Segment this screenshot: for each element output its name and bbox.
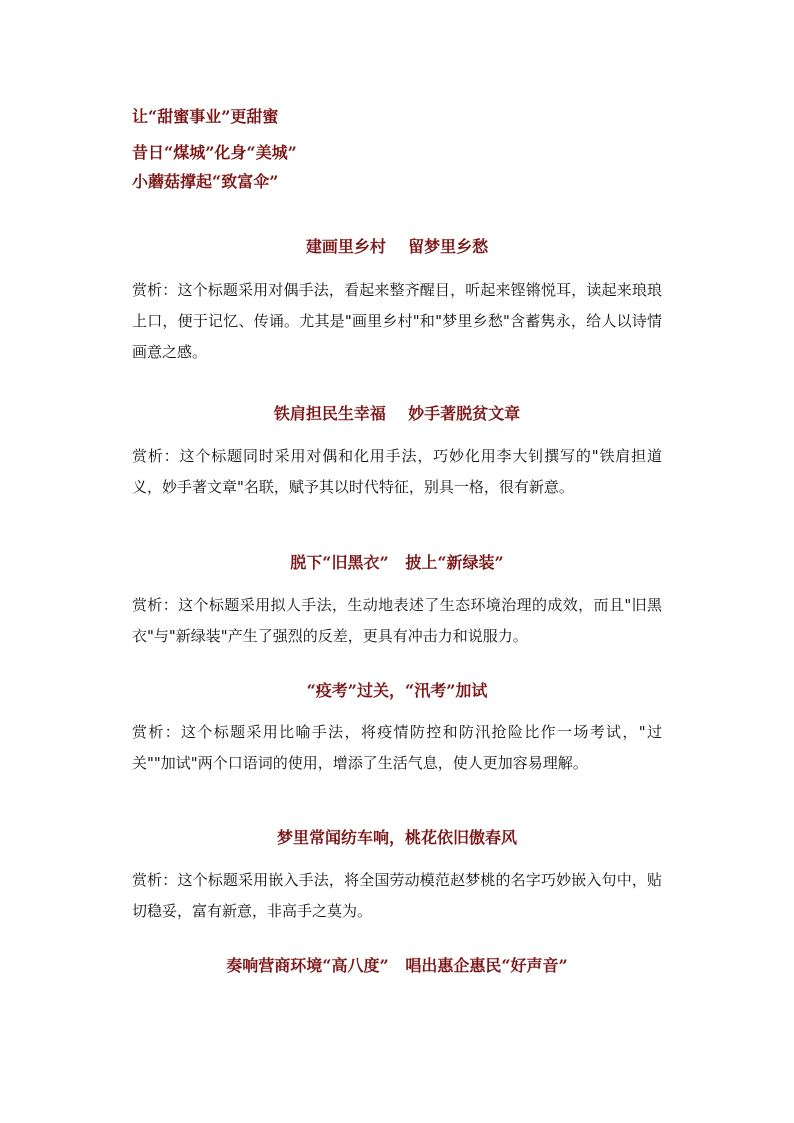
top-heading-1: 让“甜蜜事业”更甜蜜 bbox=[132, 107, 279, 126]
section-title-2: 铁肩担民生幸福 妙手著脱贫文章 bbox=[273, 404, 521, 423]
section-title-4: “疫考”过关，“汛考”加试 bbox=[306, 681, 488, 700]
top-heading-3: 小蘑菇撑起“致富伞” bbox=[132, 172, 279, 191]
section-title-5: 梦里常闻纺车响，桃花依旧傲春风 bbox=[276, 828, 517, 847]
section-title-3: 脱下“旧黑衣” 披上“新绿装” bbox=[290, 553, 504, 572]
section-analysis-1: 赏析：这个标题采用对偶手法，看起来整齐醒目，听起来铿锵悦耳，读起来琅琅上口，便于记忆、传诵。尤其是"画里乡村"和"梦里乡愁"含蓄隽永，给人以诗情画意之感。 bbox=[132, 281, 662, 361]
section-analysis-2: 赏析：这个标题同时采用对偶和化用手法，巧妙化用李大钊撰写的"铁肩担道义，妙手著文章"名联，赋予其以时代特征，别具一格，很有新意。 bbox=[132, 447, 662, 496]
section-title-6: 奏响营商环境“高八度” 唱出惠企惠民“好声音” bbox=[226, 956, 568, 975]
section-analysis-4: 赏析：这个标题采用比喻手法，将疫情防控和防汛抢险比作一场考试，"过关""加试"两个口语词的使用，增添了生活气息，使人更加容易理解。 bbox=[132, 723, 662, 772]
top-heading-2: 昔日“煤城”化身“美城” bbox=[132, 143, 297, 162]
section-analysis-5: 赏析：这个标题采用嵌入手法，将全国劳动模范赵梦桃的名字巧妙嵌入句中，贴切稳妥，富有新意，非高手之莫为。 bbox=[132, 871, 662, 920]
section-analysis-3: 赏析：这个标题采用拟人手法，生动地表述了生态环境治理的成效，而且"旧黑衣"与"新绿装"产生了强烈的反差，更具有冲击力和说服力。 bbox=[132, 596, 662, 645]
section-title-1: 建画里乡村 留梦里乡愁 bbox=[305, 237, 489, 256]
